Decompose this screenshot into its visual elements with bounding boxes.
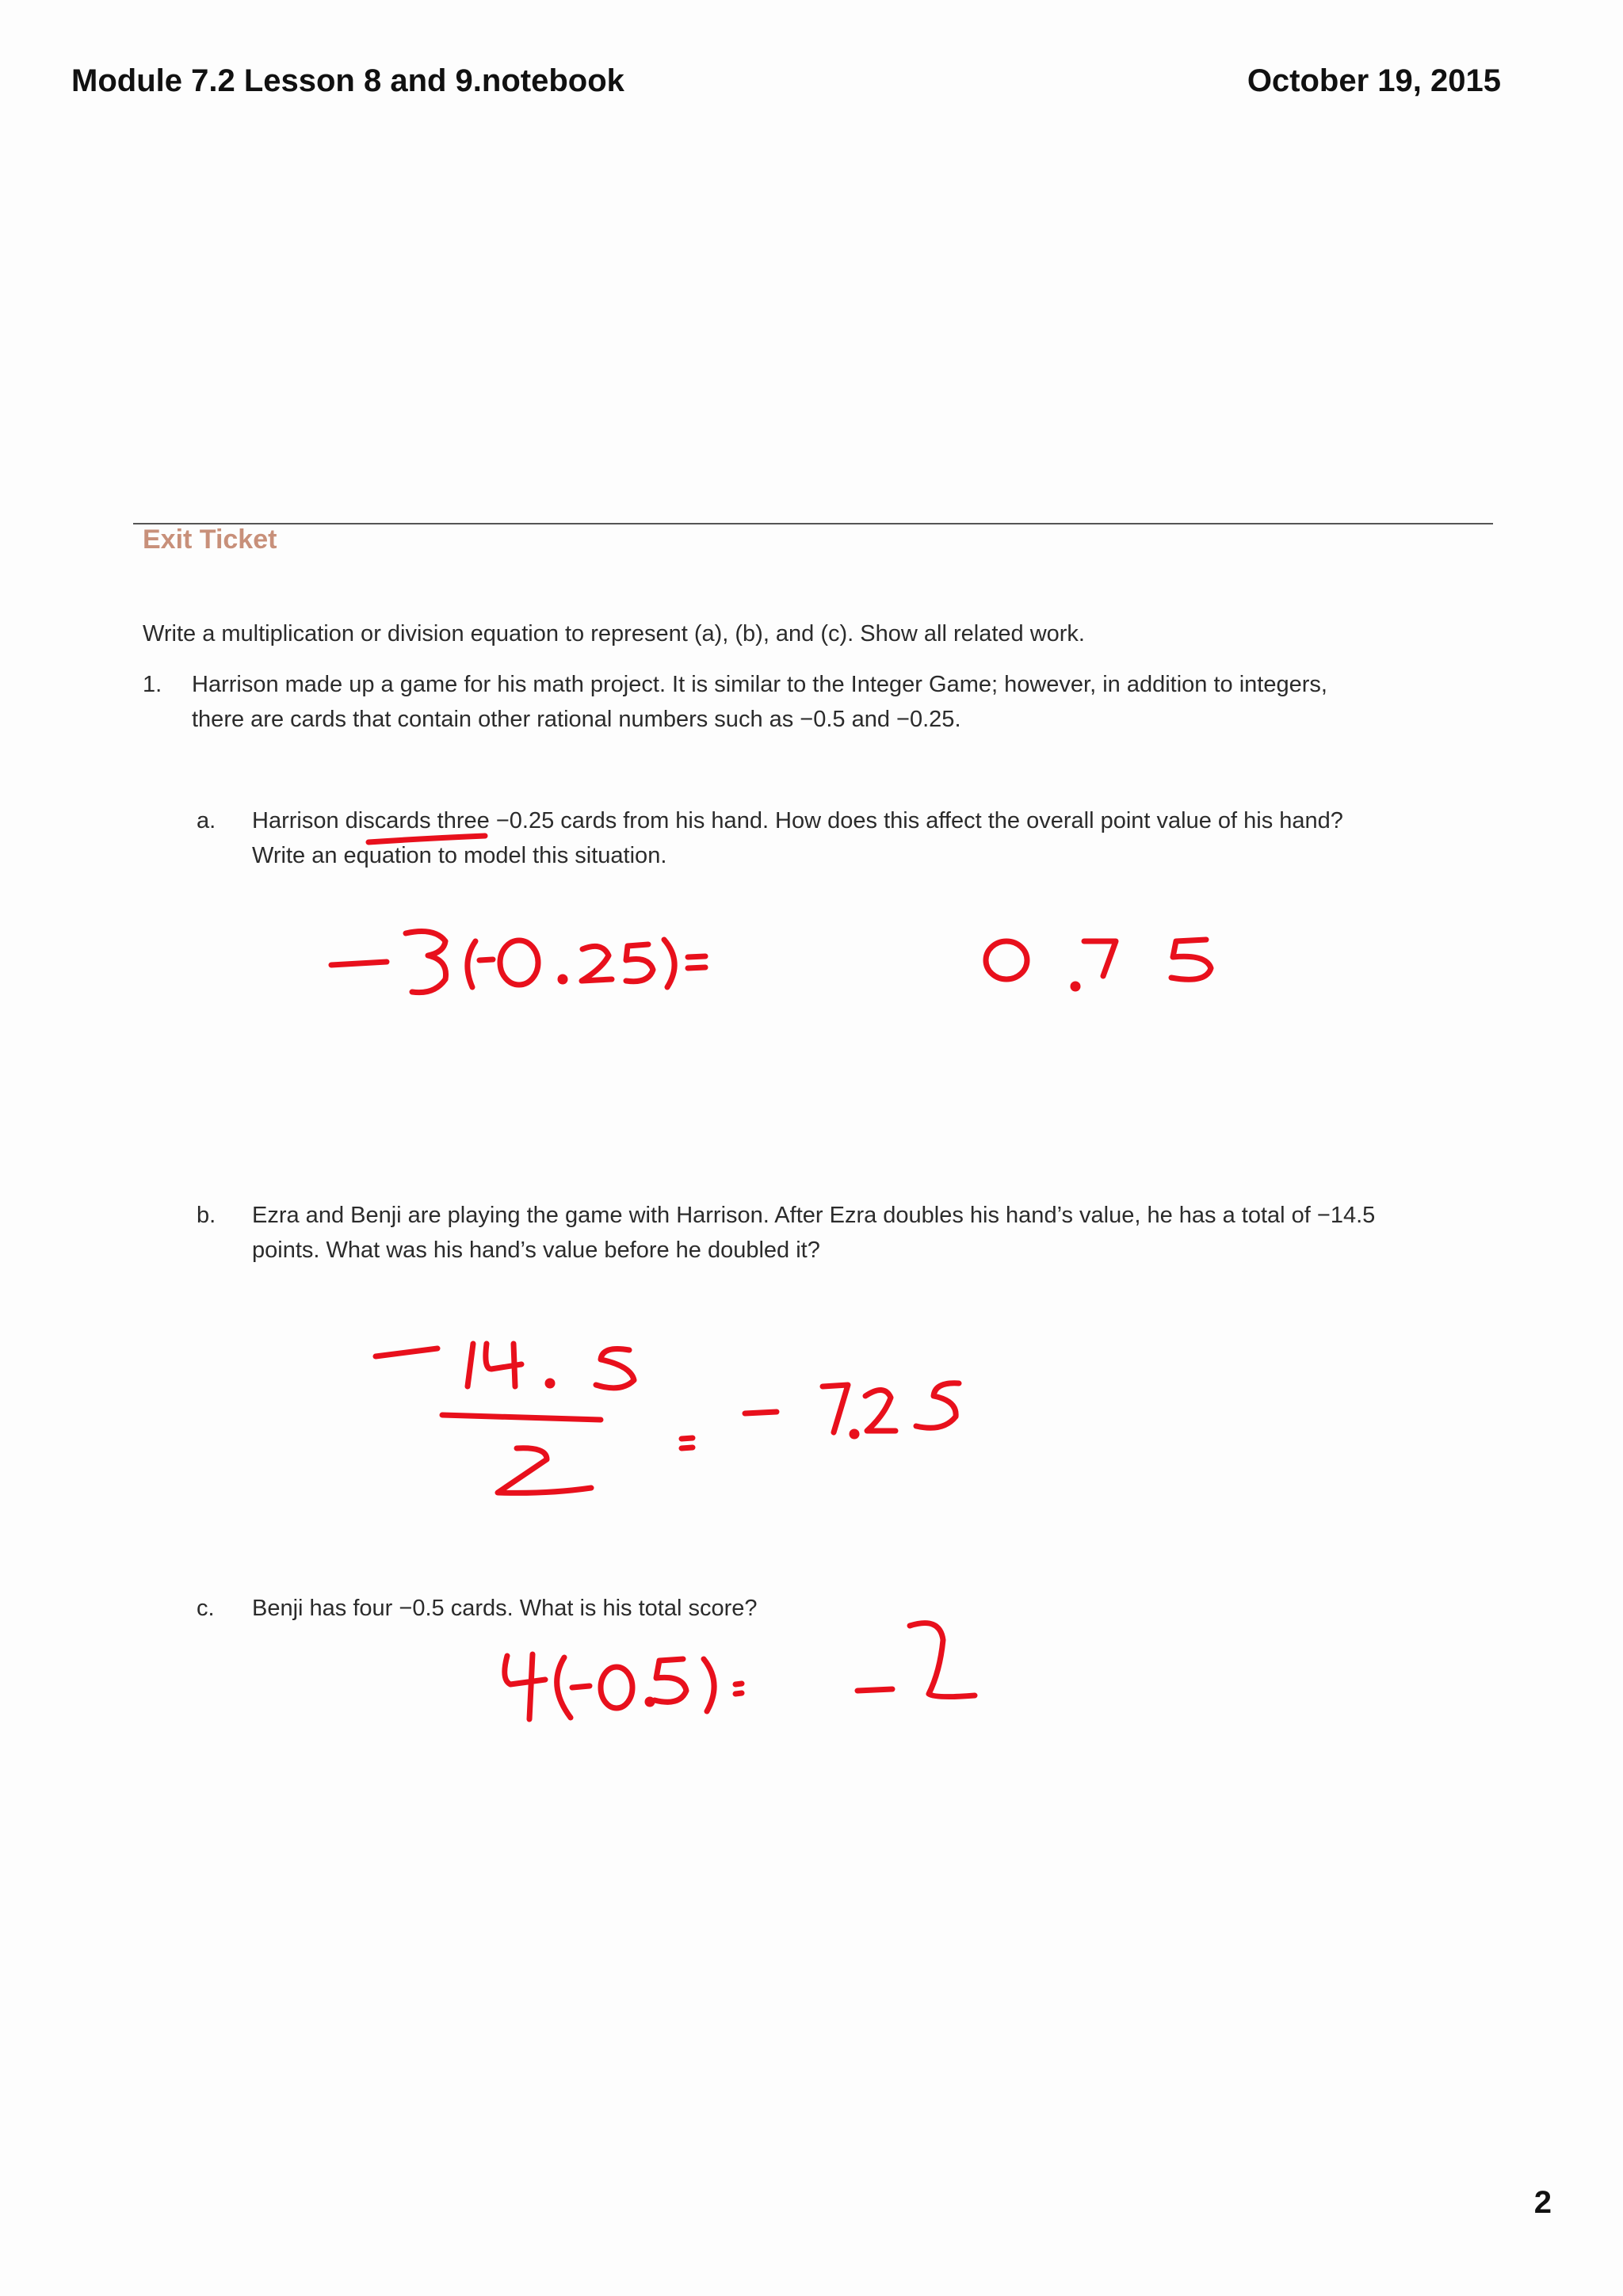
part-a-text-line-1: Harrison discards three −0.25 cards from his hand. How does this affect the overall point value of his hand? bbox=[252, 808, 1343, 833]
part-b-text-line-2: points. What was his hand’s value before he doubled it? bbox=[252, 1238, 820, 1263]
part-b-text-line-1: Ezra and Benji are playing the game with Harrison. After Ezra doubles his hand’s value, he has a total of −14.5 bbox=[252, 1203, 1376, 1228]
part-b-label: b. bbox=[197, 1203, 216, 1228]
part-a-label: a. bbox=[197, 808, 216, 833]
problem-text-line-2: there are cards that contain other rational numbers such as −0.5 and −0.25. bbox=[192, 707, 961, 732]
page-date: October 19, 2015 bbox=[1247, 63, 1501, 98]
answer-b-handwriting bbox=[376, 1344, 959, 1493]
underline-mark bbox=[369, 836, 485, 842]
page-number: 2 bbox=[1533, 2185, 1552, 2220]
instructions: Write a multiplication or division equation to represent (a), (b), and (c). Show all related work. bbox=[143, 621, 1085, 646]
part-c-label: c. bbox=[197, 1596, 215, 1621]
answer-a-handwriting bbox=[331, 932, 1211, 993]
problem-text-line-1: Harrison made up a game for his math project. It is similar to the Integer Game; however, in addition to integers, bbox=[192, 672, 1327, 697]
part-a-text-line-2: Write an equation to model this situation. bbox=[252, 843, 667, 868]
notebook-title: Module 7.2 Lesson 8 and 9.notebook bbox=[71, 63, 624, 98]
problem-number: 1. bbox=[143, 672, 162, 697]
exit-ticket-heading: Exit Ticket bbox=[143, 524, 277, 555]
answer-c-handwriting bbox=[505, 1623, 975, 1719]
part-c-text: Benji has four −0.5 cards. What is his total score? bbox=[252, 1596, 758, 1621]
